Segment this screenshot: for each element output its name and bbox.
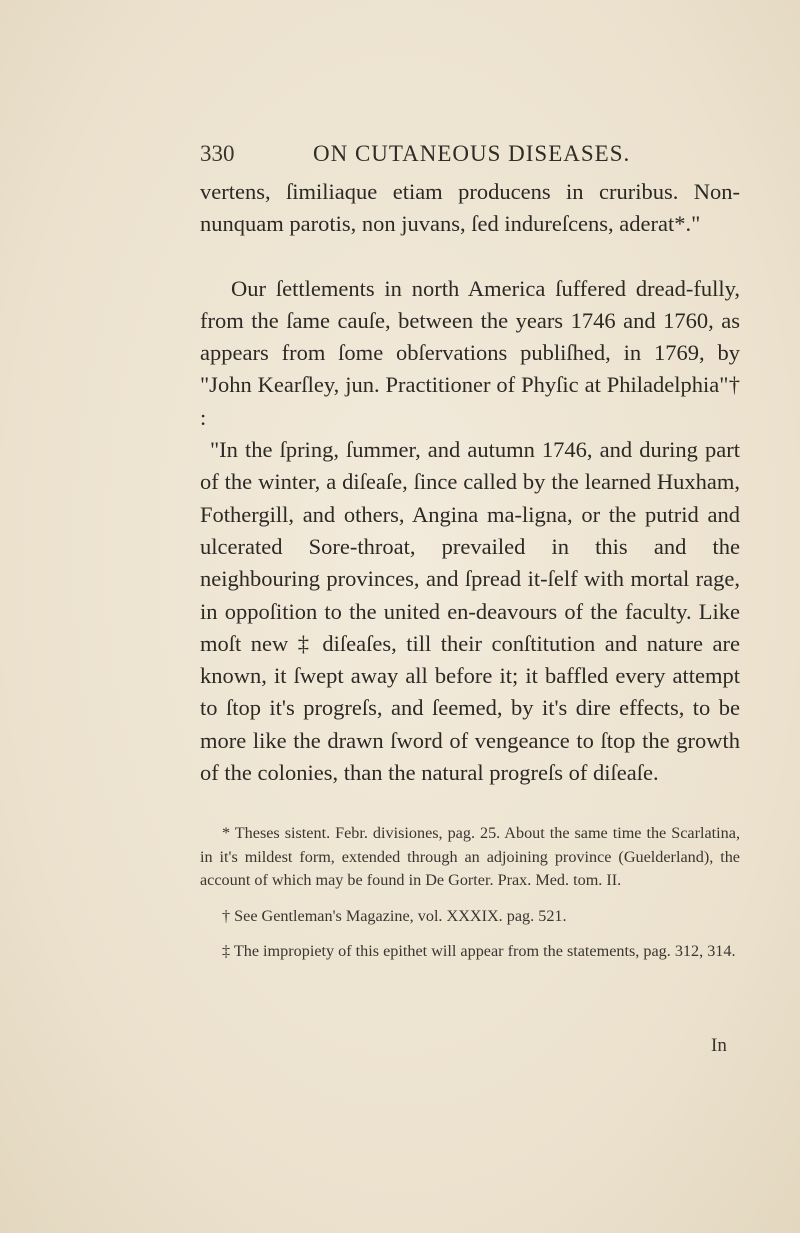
body-text <box>200 176 740 789</box>
continued-paragraph: vertens, ſimiliaque etiam producens in cruribus. Non-nunquam parotis, non juvans, ſed indureſcens, aderat*." <box>200 179 740 237</box>
footnote: † See Gentleman's Magazine, vol. XXXIX. pag. 521. <box>222 906 567 925</box>
footnote: ‡ The impropiety of this epithet will appear from the statements, pag. 312, 314. <box>222 942 736 960</box>
paragraph: Our ſettlements in north America ſuffered dread-fully, from the ſame cauſe, between the years 1746 and 1760, as appears from ſome obſervations publiſhed, in 1769, by "John Kearſley, jun. Practitioner of Phyſic at Philadelphia"† : <box>200 275 740 430</box>
quoted-paragraph: "In the ſpring, ſummer, and autumn 1746, and during part of the winter, a diſeaſe, ſince called by the learned Huxham, Fothergill, and others, Angina ma-ligna, or the putrid and ulcerated Sore-throat, prevailed in this and the neighbouring provinces, and ſpread it-ſelf with mortal rage, in oppoſition to the united en-deavours of the faculty. Like moſt new ‡ diſeaſes, till their conſtitution and nature are known, it ſwept away all before it; it baffled every attempt to ſtop it's progreſs, and ſeemed, by it's dire effects, to be more like the drawn ſword of vengeance to ſtop the growth of the colonies, than the natural progreſs of diſeaſe. <box>200 437 740 786</box>
page-number: 330 <box>200 141 235 166</box>
catchword: In <box>711 1035 727 1056</box>
footnote: * Theses sistent. Febr. divisiones, pag. 25. About the same time the Scarlatina, in it's mildest form, extended through an adjoining province (Guelderland), the account of which may be found in De Gorter. Prax. Med. tom. II. <box>200 824 740 889</box>
footnotes <box>200 822 740 976</box>
running-head: ON CUTANEOUS DISEASES. <box>313 141 631 166</box>
page-header <box>200 141 740 177</box>
